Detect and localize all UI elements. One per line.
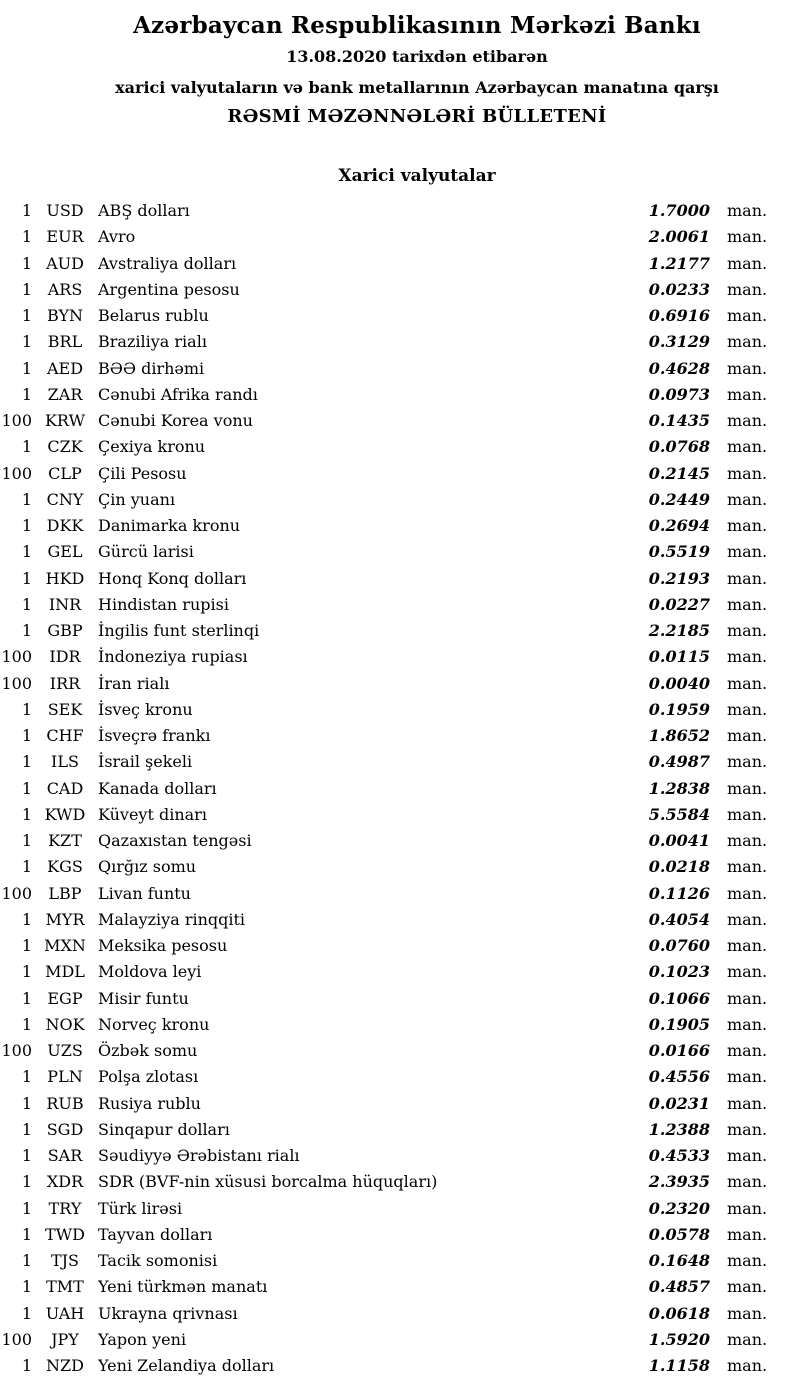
quantity-cell: 1 <box>21 253 32 273</box>
rate-cell: 0.0760 <box>648 936 710 955</box>
name-cell: SDR (BVF-nin xüsusi borcalma hüquqları) <box>98 1172 438 1192</box>
quantity-cell: 1 <box>21 201 32 220</box>
unit-cell: man. <box>727 988 768 1008</box>
name-cell: Cənubi Korea vonu <box>98 411 253 430</box>
unit-cell: man. <box>727 1303 768 1323</box>
rate-cell: 0.1905 <box>648 1014 710 1034</box>
rate-cell: 0.0166 <box>648 1041 710 1060</box>
rate-cell: 0.2145 <box>648 463 710 483</box>
unit-cell: man. <box>727 253 768 273</box>
name-cell: Yeni Zelandiya dolları <box>98 1356 275 1375</box>
currency-table <box>0 198 800 1379</box>
rate-cell: 0.4987 <box>648 752 710 772</box>
currency-row <box>0 907 800 933</box>
code-cell: SEK <box>47 699 83 719</box>
code-cell: MXN <box>44 936 86 955</box>
quantity-cell: 1 <box>21 909 32 929</box>
name-cell: Sinqapur dolları <box>98 1119 230 1139</box>
currency-row <box>0 986 800 1012</box>
code-cell: ZAR <box>47 384 83 404</box>
code-cell: TRY <box>48 1198 82 1218</box>
code-cell: RUB <box>46 1093 84 1113</box>
code-cell: LBP <box>48 883 82 903</box>
code-cell: CNY <box>46 489 84 509</box>
currency-row <box>0 566 800 592</box>
unit-cell: man. <box>727 699 768 719</box>
name-cell: Küveyt dinarı <box>98 804 207 824</box>
code-cell: CHF <box>46 726 84 745</box>
rate-cell: 1.2838 <box>648 778 710 798</box>
currency-row <box>0 802 800 828</box>
code-cell: IRR <box>49 673 81 693</box>
quantity-cell: 100 <box>1 1329 32 1349</box>
code-cell: KWD <box>44 804 86 824</box>
code-cell: SAR <box>47 1146 83 1165</box>
currency-row <box>0 1353 800 1379</box>
name-cell: Rusiya rublu <box>98 1093 201 1113</box>
name-cell: Braziliya rialı <box>98 332 207 352</box>
unit-cell: man. <box>727 778 768 798</box>
rate-cell: 2.3935 <box>648 1172 710 1192</box>
unit-cell: man. <box>727 831 768 850</box>
rate-cell: 0.6916 <box>648 306 710 325</box>
currency-row <box>0 198 800 224</box>
currency-row <box>0 224 800 250</box>
quantity-cell: 1 <box>21 594 32 614</box>
name-cell: Livan funtu <box>98 883 191 903</box>
code-cell: ILS <box>51 752 79 772</box>
rate-cell: 0.1126 <box>648 883 710 903</box>
currency-row <box>0 382 800 408</box>
unit-cell: man. <box>727 542 768 562</box>
code-cell: CAD <box>46 778 84 798</box>
rate-cell: 0.0040 <box>648 673 710 693</box>
rate-cell: 0.0115 <box>648 647 710 667</box>
currency-row <box>0 539 800 565</box>
quantity-cell: 1 <box>21 516 32 535</box>
rate-cell: 0.0041 <box>648 831 710 850</box>
rate-cell: 0.0227 <box>648 594 710 614</box>
quantity-cell: 1 <box>21 1093 32 1113</box>
quantity-cell: 1 <box>21 227 32 247</box>
currency-row <box>0 513 800 539</box>
code-cell: KZT <box>48 831 82 850</box>
currency-row <box>0 1274 800 1300</box>
code-cell: CLP <box>48 463 82 483</box>
name-cell: Meksika pesosu <box>98 936 228 955</box>
rate-cell: 0.4628 <box>648 358 710 378</box>
unit-cell: man. <box>727 227 768 247</box>
code-cell: XDR <box>46 1172 84 1192</box>
currency-row <box>0 592 800 618</box>
currency-row <box>0 723 800 749</box>
currency-row <box>0 1222 800 1248</box>
name-cell: Ukrayna qrivnası <box>98 1303 238 1323</box>
currency-row <box>0 408 800 434</box>
unit-cell: man. <box>727 201 768 220</box>
code-cell: BRL <box>47 332 83 352</box>
unit-cell: man. <box>727 568 768 588</box>
unit-cell: man. <box>727 857 768 877</box>
name-cell: Qırğız somu <box>98 857 197 877</box>
unit-cell: man. <box>727 1172 768 1192</box>
code-cell: KRW <box>44 411 86 430</box>
unit-cell: man. <box>727 1356 768 1375</box>
rate-cell: 0.2694 <box>648 516 710 535</box>
unit-cell: man. <box>727 1067 768 1087</box>
name-cell: Yeni türkmən manatı <box>98 1277 268 1297</box>
code-cell: UZS <box>47 1041 83 1060</box>
quantity-cell: 1 <box>21 778 32 798</box>
quantity-cell: 1 <box>21 332 32 352</box>
unit-cell: man. <box>727 647 768 667</box>
currency-row <box>0 749 800 775</box>
name-cell: İsveç kronu <box>98 699 193 719</box>
name-cell: ABŞ dolları <box>98 201 190 220</box>
unit-cell: man. <box>727 909 768 929</box>
currency-row <box>0 1196 800 1222</box>
code-cell: SGD <box>46 1119 84 1139</box>
unit-cell: man. <box>727 279 768 299</box>
name-cell: Tayvan dolları <box>98 1224 213 1244</box>
rate-cell: 0.2449 <box>648 489 710 509</box>
rate-cell: 0.4857 <box>648 1277 710 1297</box>
currency-row <box>0 251 800 277</box>
currency-row <box>0 933 800 959</box>
name-cell: Argentina pesosu <box>98 279 240 299</box>
rate-cell: 0.0231 <box>648 1093 710 1113</box>
quantity-cell: 1 <box>21 1014 32 1034</box>
currency-row <box>0 828 800 854</box>
currency-row <box>0 1064 800 1090</box>
quantity-cell: 1 <box>21 542 32 562</box>
name-cell: İndoneziya rupiası <box>98 647 248 667</box>
currency-row <box>0 461 800 487</box>
unit-cell: man. <box>727 516 768 535</box>
currency-row <box>0 1248 800 1274</box>
code-cell: UAH <box>45 1303 85 1323</box>
rate-cell: 0.1648 <box>648 1251 710 1270</box>
quantity-cell: 1 <box>21 726 32 745</box>
unit-cell: man. <box>727 883 768 903</box>
quantity-cell: 1 <box>21 1172 32 1192</box>
name-cell: Tacik somonisi <box>98 1251 218 1270</box>
rate-cell: 1.5920 <box>648 1329 710 1349</box>
name-cell: Çexiya kronu <box>98 437 206 457</box>
unit-cell: man. <box>727 1329 768 1349</box>
name-cell: Norveç kronu <box>98 1014 210 1034</box>
name-cell: Malayziya rinqqiti <box>98 909 246 929</box>
code-cell: ARS <box>47 279 83 299</box>
name-cell: Belarus rublu <box>98 306 209 325</box>
quantity-cell: 100 <box>1 883 32 903</box>
currency-row <box>0 959 800 985</box>
quantity-cell: 1 <box>21 1356 32 1375</box>
currency-row <box>0 277 800 303</box>
name-cell: Moldova leyi <box>98 962 202 982</box>
name-cell: Özbək somu <box>98 1041 198 1060</box>
name-cell: Danimarka kronu <box>98 516 241 535</box>
rate-cell: 0.1435 <box>648 411 710 430</box>
unit-cell: man. <box>727 1198 768 1218</box>
unit-cell: man. <box>727 621 768 640</box>
quantity-cell: 1 <box>21 568 32 588</box>
unit-cell: man. <box>727 673 768 693</box>
currency-row <box>0 854 800 880</box>
code-cell: HKD <box>45 568 85 588</box>
name-cell: Kanada dolları <box>98 778 217 798</box>
unit-cell: man. <box>727 1146 768 1165</box>
quantity-cell: 1 <box>21 1224 32 1244</box>
unit-cell: man. <box>727 1093 768 1113</box>
code-cell: NZD <box>46 1356 84 1375</box>
currency-row <box>0 618 800 644</box>
quantity-cell: 1 <box>21 621 32 640</box>
quantity-cell: 1 <box>21 1067 32 1087</box>
quantity-cell: 100 <box>1 411 32 430</box>
name-cell: Hindistan rupisi <box>98 594 229 614</box>
rate-cell: 0.0578 <box>648 1224 710 1244</box>
rate-cell: 2.2185 <box>648 621 710 640</box>
currency-row <box>0 1117 800 1143</box>
rate-cell: 0.4556 <box>648 1067 710 1087</box>
code-cell: CZK <box>47 437 83 457</box>
code-cell: IDR <box>49 647 81 667</box>
unit-cell: man. <box>727 804 768 824</box>
unit-cell: man. <box>727 437 768 457</box>
rate-cell: 0.0618 <box>648 1303 710 1323</box>
name-cell: Səudiyyə Ərəbistanı rialı <box>98 1146 300 1165</box>
quantity-cell: 1 <box>21 699 32 719</box>
name-cell: Çili Pesosu <box>98 463 187 483</box>
quantity-cell: 1 <box>21 1277 32 1297</box>
unit-cell: man. <box>727 384 768 404</box>
rate-cell: 1.2177 <box>648 253 710 273</box>
unit-cell: man. <box>727 1251 768 1270</box>
quantity-cell: 1 <box>21 1198 32 1218</box>
quantity-cell: 1 <box>21 279 32 299</box>
unit-cell: man. <box>727 358 768 378</box>
quantity-cell: 1 <box>21 804 32 824</box>
quantity-cell: 1 <box>21 831 32 850</box>
code-cell: NOK <box>45 1014 85 1034</box>
unit-cell: man. <box>727 1119 768 1139</box>
unit-cell: man. <box>727 752 768 772</box>
code-cell: TWD <box>45 1224 85 1244</box>
code-cell: MYR <box>45 909 85 929</box>
rate-cell: 1.7000 <box>648 201 710 220</box>
rate-cell: 0.4054 <box>648 909 710 929</box>
name-cell: Honq Konq dolları <box>98 568 247 588</box>
rate-cell: 0.0233 <box>648 279 710 299</box>
rate-cell: 0.1066 <box>648 988 710 1008</box>
unit-cell: man. <box>727 489 768 509</box>
code-cell: EGP <box>47 988 83 1008</box>
rate-cell: 0.2320 <box>648 1198 710 1218</box>
name-cell: İngilis funt sterlinqi <box>98 621 260 640</box>
code-cell: PLN <box>47 1067 83 1087</box>
rate-cell: 0.1959 <box>648 699 710 719</box>
rate-cell: 1.1158 <box>648 1356 710 1375</box>
quantity-cell: 100 <box>1 647 32 667</box>
unit-cell: man. <box>727 306 768 325</box>
bulletin-subtitle: xarici valyutaların və bank metallarının Azərbaycan manatına qarşı <box>115 78 719 97</box>
code-cell: KGS <box>47 857 83 877</box>
unit-cell: man. <box>727 1014 768 1034</box>
code-cell: USD <box>46 201 84 220</box>
rate-cell: 1.8652 <box>648 726 710 745</box>
currency-row <box>0 776 800 802</box>
quantity-cell: 1 <box>21 437 32 457</box>
quantity-cell: 100 <box>1 1041 32 1060</box>
name-cell: Cənubi Afrika randı <box>98 384 258 404</box>
quantity-cell: 1 <box>21 1303 32 1323</box>
rate-cell: 0.0218 <box>648 857 710 877</box>
quantity-cell: 1 <box>21 358 32 378</box>
currency-row <box>0 697 800 723</box>
unit-cell: man. <box>727 1277 768 1297</box>
quantity-cell: 1 <box>21 857 32 877</box>
name-cell: Qazaxıstan tengəsi <box>98 831 252 850</box>
bank-title: Azərbaycan Respublikasının Mərkəzi Bankı <box>133 12 701 39</box>
name-cell: BƏƏ dirhəmi <box>98 358 205 378</box>
code-cell: AED <box>46 358 84 378</box>
rate-cell: 2.0061 <box>648 227 710 247</box>
effective-date: 13.08.2020 tarixdən etibarən <box>286 47 548 66</box>
rate-cell: 0.4533 <box>648 1146 710 1165</box>
rate-cell: 0.0768 <box>648 437 710 457</box>
quantity-cell: 1 <box>21 962 32 982</box>
code-cell: TJS <box>50 1251 80 1270</box>
quantity-cell: 1 <box>21 988 32 1008</box>
code-cell: AUD <box>46 253 84 273</box>
currency-row <box>0 1301 800 1327</box>
unit-cell: man. <box>727 1224 768 1244</box>
rate-cell: 0.1023 <box>648 962 710 982</box>
unit-cell: man. <box>727 726 768 745</box>
quantity-cell: 100 <box>1 463 32 483</box>
name-cell: Avstraliya dolları <box>98 253 237 273</box>
code-cell: TMT <box>46 1277 84 1297</box>
unit-cell: man. <box>727 1041 768 1060</box>
currency-row <box>0 1169 800 1195</box>
currency-row <box>0 1327 800 1353</box>
currency-row <box>0 1038 800 1064</box>
name-cell: Gürcü larisi <box>98 542 194 562</box>
rate-cell: 0.5519 <box>648 542 710 562</box>
currency-row <box>0 1143 800 1169</box>
name-cell: İran rialı <box>98 673 170 693</box>
name-cell: Avro <box>98 227 136 247</box>
quantity-cell: 1 <box>21 384 32 404</box>
currency-row <box>0 1012 800 1038</box>
code-cell: JPY <box>51 1329 79 1349</box>
rate-cell: 0.2193 <box>648 568 710 588</box>
name-cell: Polşa zlotası <box>98 1067 199 1087</box>
currency-row <box>0 434 800 460</box>
code-cell: EUR <box>46 227 84 247</box>
unit-cell: man. <box>727 411 768 430</box>
code-cell: INR <box>48 594 82 614</box>
unit-cell: man. <box>727 962 768 982</box>
currency-row <box>0 644 800 670</box>
quantity-cell: 1 <box>21 1146 32 1165</box>
currency-row <box>0 329 800 355</box>
quantity-cell: 100 <box>1 673 32 693</box>
currency-row <box>0 356 800 382</box>
name-cell: Yapon yeni <box>98 1329 187 1349</box>
bulletin-header <box>0 0 800 131</box>
code-cell: GBP <box>47 621 83 640</box>
bulletin-title: RƏSMİ MƏZƏNNƏLƏRİ BÜLLETENİ <box>227 106 607 127</box>
code-cell: DKK <box>46 516 84 535</box>
rate-cell: 0.0973 <box>648 384 710 404</box>
unit-cell: man. <box>727 332 768 352</box>
code-cell: GEL <box>47 542 83 562</box>
quantity-cell: 1 <box>21 1251 32 1270</box>
quantity-cell: 1 <box>21 936 32 955</box>
unit-cell: man. <box>727 463 768 483</box>
rate-cell: 1.2388 <box>648 1119 710 1139</box>
unit-cell: man. <box>727 594 768 614</box>
quantity-cell: 1 <box>21 489 32 509</box>
currency-row <box>0 1091 800 1117</box>
rate-cell: 0.3129 <box>648 332 710 352</box>
name-cell: Çin yuanı <box>98 489 176 509</box>
quantity-cell: 1 <box>21 752 32 772</box>
name-cell: İsrail şekeli <box>98 752 193 772</box>
quantity-cell: 1 <box>21 306 32 325</box>
code-cell: MDL <box>45 962 85 982</box>
name-cell: Türk lirəsi <box>98 1198 183 1218</box>
currency-row <box>0 881 800 907</box>
currency-row <box>0 671 800 697</box>
currency-row <box>0 487 800 513</box>
code-cell: BYN <box>46 306 84 325</box>
rate-cell: 5.5584 <box>648 804 710 824</box>
name-cell: İsveçrə frankı <box>98 726 211 745</box>
currency-row <box>0 303 800 329</box>
unit-cell: man. <box>727 936 768 955</box>
quantity-cell: 1 <box>21 1119 32 1139</box>
section-title: Xarici valyutalar <box>338 166 496 186</box>
name-cell: Misir funtu <box>98 988 189 1008</box>
